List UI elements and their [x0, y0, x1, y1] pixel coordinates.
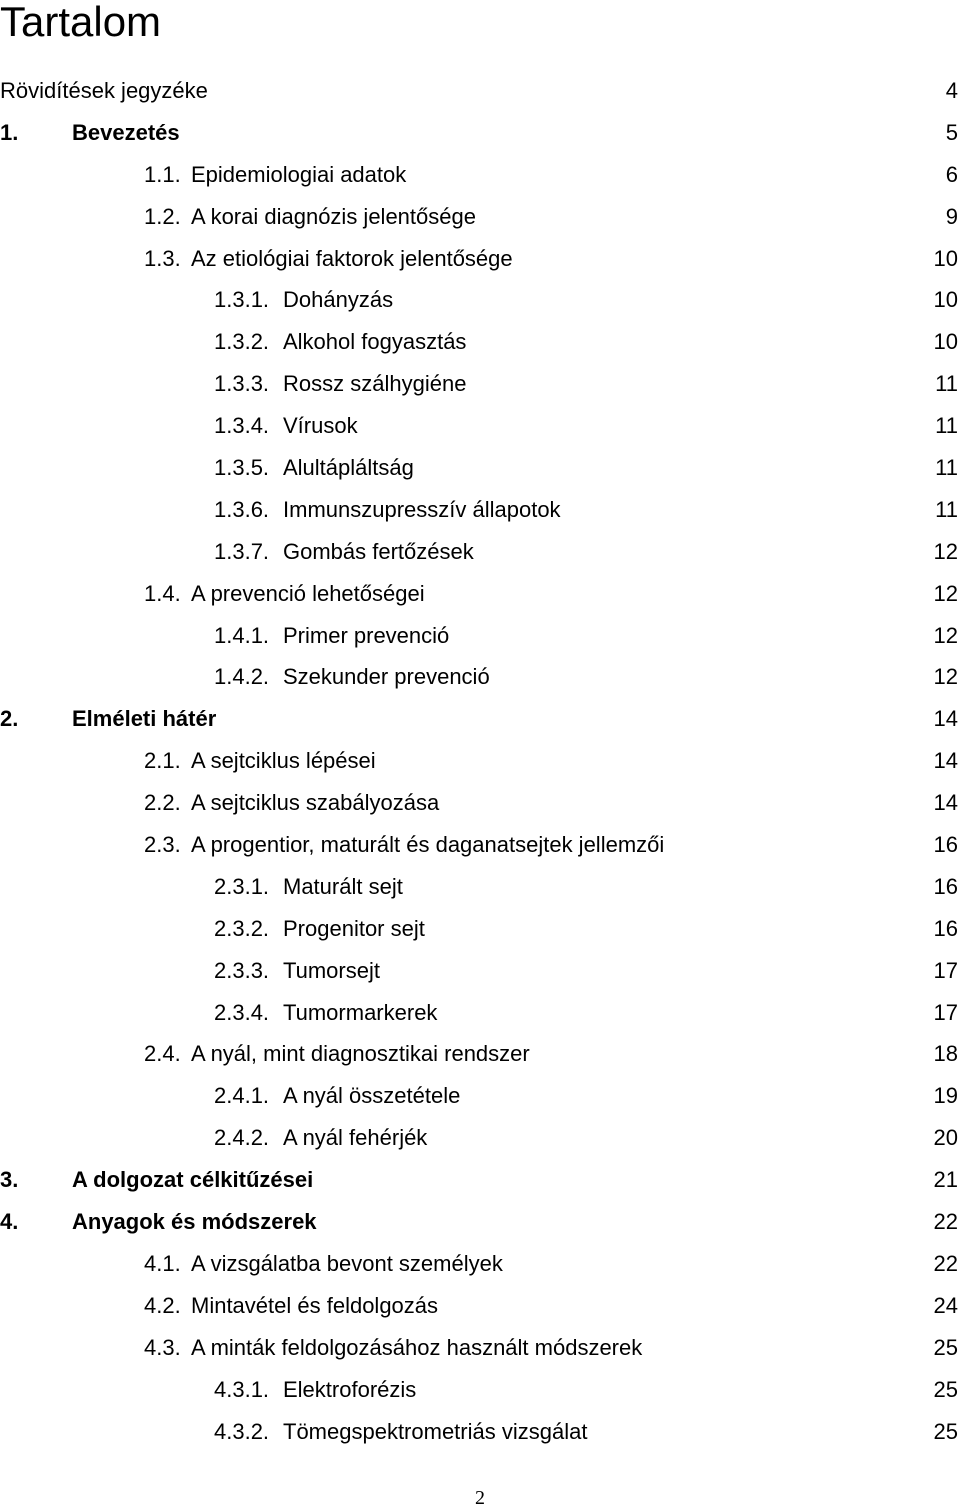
toc-entry[interactable] — [0, 656, 960, 698]
toc-entry-number: 2.3.3. — [214, 957, 270, 983]
toc-entry[interactable] — [0, 1117, 960, 1159]
toc-entry-label: Bevezetés — [72, 119, 180, 145]
toc-entry-number: 1. — [0, 119, 19, 145]
table-of-contents — [0, 70, 960, 1452]
toc-entry-page: 24 — [933, 1292, 958, 1318]
toc-entry[interactable] — [0, 531, 960, 573]
toc-entry[interactable] — [0, 238, 960, 280]
toc-entry-page: 25 — [933, 1334, 958, 1360]
toc-entry[interactable] — [0, 447, 960, 489]
toc-entry-number: 1.3.3. — [214, 371, 270, 397]
toc-entry-page: 12 — [933, 580, 958, 606]
page-title: Tartalom — [0, 0, 162, 45]
toc-entry[interactable] — [0, 196, 960, 238]
toc-entry[interactable] — [0, 1159, 960, 1201]
toc-entry-label: A nyál összetétele — [283, 1083, 461, 1109]
toc-entry-page: 20 — [933, 1125, 958, 1151]
toc-entry[interactable] — [0, 615, 960, 657]
toc-entry-page: 12 — [933, 664, 958, 690]
toc-entry-label: A nyál fehérjék — [283, 1125, 428, 1151]
toc-entry[interactable] — [0, 405, 960, 447]
toc-entry[interactable] — [0, 1369, 960, 1411]
toc-entry-page: 22 — [933, 1250, 958, 1276]
toc-entry-label: Dohányzás — [283, 287, 394, 313]
toc-entry[interactable] — [0, 154, 960, 196]
toc-entry-label: A sejtciklus szabályozása — [191, 790, 440, 816]
toc-entry-number: 2.1. — [144, 748, 181, 774]
toc-entry-number: 1.3.7. — [214, 538, 270, 564]
toc-entry-number: 1.4.2. — [214, 664, 270, 690]
toc-entry-number: 2.2. — [144, 790, 181, 816]
toc-entry-label: A prevenció lehetőségei — [191, 580, 425, 606]
toc-entry-page: 4 — [945, 78, 958, 103]
toc-entry-number: 1.3.6. — [214, 496, 270, 522]
toc-entry-number: 2. — [0, 706, 19, 732]
toc-entry-label: Vírusok — [283, 413, 358, 439]
toc-entry-label: Epidemiologiai adatok — [191, 161, 407, 187]
toc-entry-number: 1.2. — [144, 203, 181, 229]
toc-entry[interactable] — [0, 824, 960, 866]
toc-entry[interactable] — [0, 1327, 960, 1369]
toc-entry[interactable] — [0, 1243, 960, 1285]
toc-entry-number: 4.2. — [144, 1292, 181, 1318]
toc-entry-label: Maturált sejt — [283, 873, 403, 899]
toc-entry-label: A nyál, mint diagnosztikai rendszer — [191, 1041, 530, 1067]
toc-entry[interactable] — [0, 321, 960, 363]
toc-entry-number: 2.4. — [144, 1041, 181, 1067]
toc-entry-number: 4.3.1. — [214, 1376, 270, 1402]
toc-entry-label: Az etiológiai faktorok jelentősége — [191, 245, 513, 271]
toc-entry-label: Alkohol fogyasztás — [283, 329, 467, 355]
toc-entry-page: 9 — [945, 203, 958, 229]
toc-entry[interactable] — [0, 992, 960, 1034]
toc-entry-number: 1.4.1. — [214, 622, 270, 648]
toc-entry[interactable] — [0, 740, 960, 782]
toc-entry-label: A dolgozat célkitűzései — [72, 1167, 314, 1193]
toc-entry[interactable] — [0, 1411, 960, 1453]
toc-entry[interactable] — [0, 698, 960, 740]
toc-entry-page: 11 — [935, 496, 958, 522]
toc-entry-page: 11 — [935, 371, 958, 397]
toc-entry-label: A progentior, maturált és daganatsejtek jellemzői — [191, 832, 665, 858]
toc-entry-label: Szekunder prevenció — [283, 664, 490, 690]
toc-entry-page: 19 — [933, 1083, 958, 1109]
toc-entry[interactable] — [0, 573, 960, 615]
toc-entry-number: 1.1. — [144, 161, 181, 187]
toc-entry-label: Alultápláltság — [283, 455, 414, 481]
toc-entry[interactable] — [0, 866, 960, 908]
toc-entry-page: 17 — [933, 957, 958, 983]
toc-entry[interactable] — [0, 112, 960, 154]
toc-entry-number: 1.3. — [144, 245, 181, 271]
toc-entry-page: 12 — [933, 622, 958, 648]
toc-entry-page: 25 — [933, 1376, 958, 1402]
toc-entry-page: 11 — [935, 455, 958, 481]
toc-entry-page: 22 — [933, 1209, 958, 1235]
toc-entry-page: 17 — [933, 999, 958, 1025]
toc-entry-page: 10 — [933, 245, 958, 271]
toc-entry-label: Rövidítések jegyzéke — [0, 78, 208, 103]
toc-entry-page: 16 — [933, 915, 958, 941]
toc-entry[interactable] — [0, 363, 960, 405]
toc-entry-number: 1.3.2. — [214, 329, 270, 355]
toc-entry-number: 2.3. — [144, 832, 181, 858]
toc-entry-page: 6 — [945, 161, 958, 187]
toc-entry-number: 4.3. — [144, 1334, 181, 1360]
toc-entry-label: A minták feldolgozásához használt módszerek — [191, 1334, 643, 1360]
toc-entry[interactable] — [0, 1201, 960, 1243]
toc-entry-label: Tömegspektrometriás vizsgálat — [283, 1418, 588, 1444]
toc-entry-number: 2.3.1. — [214, 873, 270, 899]
toc-entry[interactable] — [0, 782, 960, 824]
toc-entry-label: Immunszupresszív állapotok — [283, 496, 561, 522]
toc-entry-number: 2.3.2. — [214, 915, 270, 941]
toc-entry[interactable] — [0, 1033, 960, 1075]
toc-entry-label: Anyagok és módszerek — [72, 1209, 317, 1235]
toc-entry-label: Gombás fertőzések — [283, 538, 474, 564]
toc-entry[interactable] — [0, 908, 960, 950]
toc-entry-label: Elektroforézis — [283, 1376, 417, 1402]
page-number: 2 — [475, 1487, 485, 1509]
toc-entry-page: 18 — [933, 1041, 958, 1067]
toc-entry-label: Rossz szálhygiéne — [283, 371, 467, 397]
toc-entry-label: Primer prevenció — [283, 622, 450, 648]
toc-entry-page: 10 — [933, 287, 958, 313]
toc-entry-page: 14 — [933, 790, 958, 816]
toc-entry[interactable] — [0, 70, 960, 112]
toc-entry-number: 2.4.2. — [214, 1125, 270, 1151]
toc-entry-label: Tumormarkerek — [283, 999, 438, 1025]
toc-entry-label: Tumorsejt — [283, 957, 380, 983]
toc-entry-label: Elméleti hátér — [72, 706, 217, 732]
toc-entry[interactable] — [0, 489, 960, 531]
toc-entry-page: 21 — [933, 1167, 958, 1193]
toc-entry-label: A korai diagnózis jelentősége — [191, 203, 476, 229]
toc-entry-label: A sejtciklus lépései — [191, 748, 376, 774]
toc-entry[interactable] — [0, 1285, 960, 1327]
toc-entry-page: 14 — [933, 748, 958, 774]
toc-entry-label: Mintavétel és feldolgozás — [191, 1292, 439, 1318]
toc-entry-number: 1.3.5. — [214, 455, 270, 481]
toc-entry[interactable] — [0, 1075, 960, 1117]
toc-entry-number: 1.3.4. — [214, 413, 270, 439]
toc-entry-page: 16 — [933, 873, 958, 899]
toc-entry-page: 11 — [935, 413, 958, 439]
toc-entry-page: 5 — [945, 119, 958, 145]
toc-entry-number: 1.4. — [144, 580, 181, 606]
toc-entry-page: 14 — [933, 706, 958, 732]
toc-entry-number: 2.4.1. — [214, 1083, 270, 1109]
toc-entry-page: 25 — [933, 1418, 958, 1444]
toc-entry-number: 4. — [0, 1209, 19, 1235]
toc-entry-number: 2.3.4. — [214, 999, 270, 1025]
toc-entry-page: 16 — [933, 832, 958, 858]
toc-entry[interactable] — [0, 279, 960, 321]
toc-entry-label: A vizsgálatba bevont személyek — [191, 1250, 503, 1276]
toc-entry-page: 10 — [933, 329, 958, 355]
toc-entry-label: Progenitor sejt — [283, 915, 425, 941]
toc-entry[interactable] — [0, 950, 960, 992]
toc-entry-page: 12 — [933, 538, 958, 564]
toc-entry-number: 4.3.2. — [214, 1418, 270, 1444]
toc-entry-number: 1.3.1. — [214, 287, 270, 313]
toc-entry-number: 4.1. — [144, 1250, 181, 1276]
toc-entry-number: 3. — [0, 1167, 19, 1193]
